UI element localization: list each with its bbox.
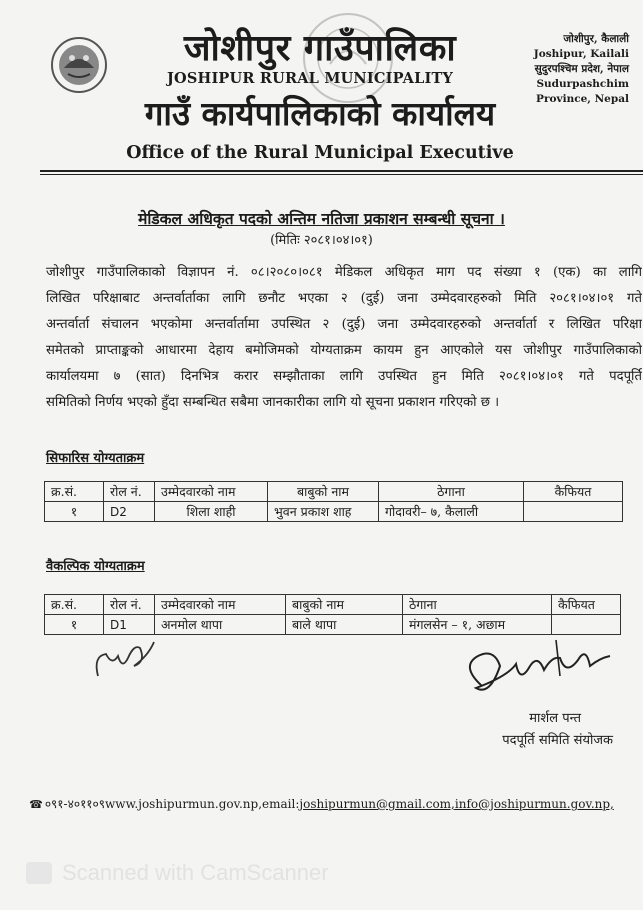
cell-roll: D2: [104, 502, 155, 522]
phone-number: ०९१-४०११०९: [44, 797, 106, 811]
address-block: [534, 32, 629, 107]
header-divider: [40, 170, 643, 172]
header-cell: क्र.सं.: [45, 595, 104, 615]
table-row: [45, 615, 621, 635]
paragraph-line: समेतको प्राप्ताङ्कको आधारमा देहाय बमोजिमको योग्यताक्रम कायम हुन आएकोले यस जोशीपुर गाउँपालिकाको: [46, 343, 642, 358]
header-cell: रोल नं.: [104, 595, 155, 615]
cell-roll: D1: [104, 615, 155, 635]
alternate-table: [44, 594, 621, 635]
municipality-title-english: JOSHIPUR RURAL MUNICIPALITY: [166, 70, 453, 87]
cell-serial: १: [45, 615, 104, 635]
email-link-secondary[interactable]: info@joshipurmun.gov.np,: [454, 797, 614, 811]
office-title-english: Office of the Rural Municipal Executive: [126, 143, 514, 163]
cell-father: भुवन प्रकाश शाह: [268, 502, 379, 522]
address-line: सुदुरपश्चिम प्रदेश, नेपाल: [534, 63, 629, 75]
handwritten-signature-icon: [460, 636, 620, 706]
cell-remarks: [552, 615, 621, 635]
paragraph-line: जोशीपुर गाउँपालिकाको विज्ञापन नं. ०८।२०८०।०८१ मेडिकल अधिकृत माग पद संख्या १ (एक) का लागि: [46, 265, 642, 280]
address-line: Sudurpashchim: [536, 78, 629, 90]
cell-father: बाले थापा: [286, 615, 403, 635]
camscanner-logo-icon: [26, 862, 52, 884]
signatory-name: मार्शल पन्त: [529, 711, 581, 726]
header-cell: बाबुको नाम: [286, 595, 403, 615]
cell-remarks: [524, 502, 623, 522]
email-label: email:: [262, 797, 300, 811]
address-line: जोशीपुर, कैलाली: [563, 33, 629, 45]
scanner-watermark: [26, 860, 329, 886]
header-cell: उम्मेदवारको नाम: [155, 482, 268, 502]
paragraph-line: लिखित परिक्षाबाट अन्तर्वार्ताका लागि छनौट भएका २ (दुई) जना उम्मेदवारहरुको मिति २०८१।०४।०१ गते: [46, 291, 642, 306]
paragraph-line: अन्तर्वार्ता संचालन भएकोमा अन्तर्वार्तामा उपस्थित २ (दुई) जना उम्मेदवारहरुको अन्तर्वार्ता र लिखित परिक्षा: [46, 317, 642, 332]
paragraph-line: कार्यालयमा ७ (सात) दिनभित्र करार सम्झौताका लागि उपस्थित हुन मिति २०८१।०४।०१ गते पदपूर्ति: [46, 369, 642, 384]
header-cell: ठेगाना: [379, 482, 524, 502]
table-header-row: [45, 482, 623, 502]
recommended-heading: सिफारिस योग्यताक्रम: [46, 451, 145, 466]
paragraph-line: समितिको निर्णय भएको हुँदा सम्बन्धित सबैमा जानकारीका लागि यो सूचना प्रकाशन गरिएको छ ।: [46, 395, 500, 410]
table-header-row: [45, 595, 621, 615]
notice-date: (मितिः २०८१।०४।०१): [270, 233, 373, 248]
address-line: Joshipur, Kailali: [533, 48, 629, 60]
recommended-table: [44, 481, 623, 522]
cell-address: मंगलसेन – १, अछाम: [403, 615, 552, 635]
header-divider-thin: [40, 174, 643, 175]
header-cell: ठेगाना: [403, 595, 552, 615]
header-cell: रोल नं.: [104, 482, 155, 502]
signatory-title: पदपूर्ति समिति संयोजक: [502, 733, 613, 748]
header-cell: कैफियत: [552, 595, 621, 615]
contact-footer: [0, 795, 643, 812]
phone-icon: ☎: [29, 798, 43, 811]
scanner-watermark-text: Scanned with CamScanner: [62, 860, 329, 885]
header-cell: क्र.सं.: [45, 482, 104, 502]
cell-candidate: अनमोल थापा: [155, 615, 286, 635]
cell-candidate: शिला शाही: [155, 502, 268, 522]
cell-serial: १: [45, 502, 104, 522]
header-cell: कैफियत: [524, 482, 623, 502]
cell-address: गोदावरी– ७, कैलाली: [379, 502, 524, 522]
email-link-primary[interactable]: joshipurmun@gmail.com,: [299, 797, 455, 811]
office-title-nepali: गाउँ कार्यपालिकाको कार्यालय: [144, 94, 496, 133]
header-cell: बाबुको नाम: [268, 482, 379, 502]
alternate-heading: वैकल्पिक योग्यताक्रम: [46, 559, 145, 574]
table-row: [45, 502, 623, 522]
handwritten-signature-icon: [88, 636, 168, 686]
header-cell: उम्मेदवारको नाम: [155, 595, 286, 615]
municipality-title-nepali: जोशीपुर गाउँपालिका: [183, 27, 457, 69]
address-line: Province, Nepal: [536, 93, 629, 105]
website-link[interactable]: www.joshipurmun.gov.np,: [105, 797, 263, 811]
notice-title: मेडिकल अधिकृत पदको अन्तिम नतिजा प्रकाशन सम्बन्धी सूचना ।: [138, 209, 505, 228]
